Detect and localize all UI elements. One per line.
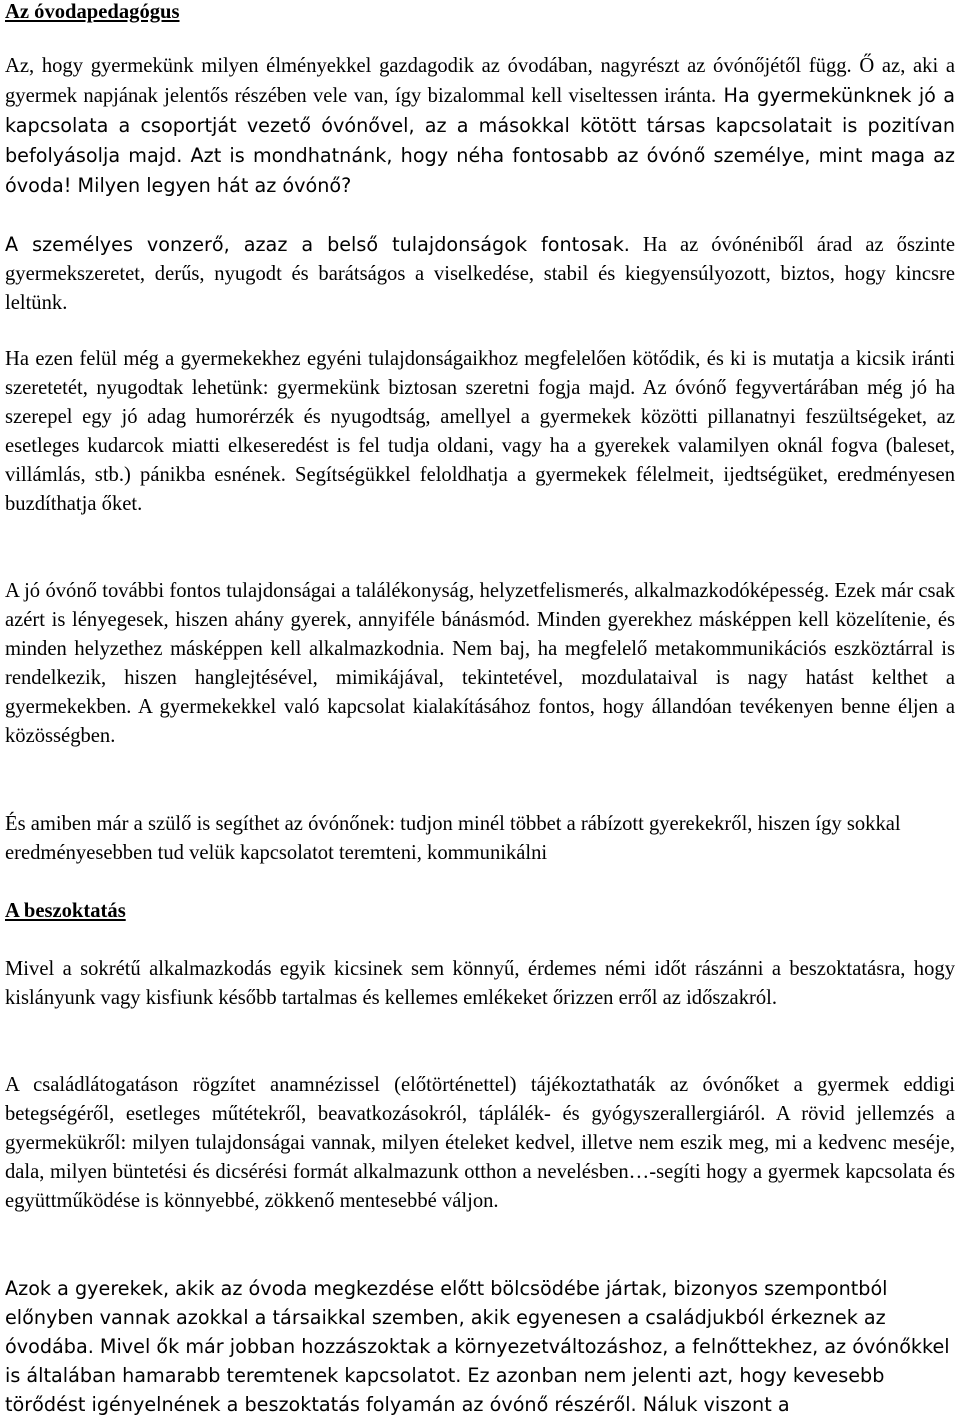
paragraph-parent-help: És amiben már a szülő is segíthet az óvónőnek: tudjon minél többet a rábízott gyerekekről, hiszen így sokkal eredményesebben tud velük kapcsolatot teremteni, kommunikálni [5,813,901,864]
paragraph-intro-part1: Az, hogy gyermekünk milyen élményekkel gazdagodik az óvodában, nagyrészt az óvónőjétől függ. Ő az, aki a gyermek napjának jelentős részében vele van, így bizalommal kell viseltessen iránta. [5,55,955,107]
paragraph-adaptation: Mivel a sokrétű alkalmazkodás egyik kicsinek sem könnyű, érdemes némi időt rászánni a beszoktatásra, hogy kislányunk vagy kisfiunk később tartalmas és kellemes emlékeket őrizzen erről az időszakról. [5,958,955,1009]
paragraph-qualities: A jó óvónő további fontos tulajdonságai a találékonyság, helyzetfelismerés, alkalmazkodóképesség. Ezek már csak azért is lényegesek, hiszen ahány gyerek, annyiféle bánásmód. Minden gyerekhez másképpen kell közelítenie, és minden helyzethez másképpen kell alkalmazkodnia. Nem baj, ha megfelelő metakommunikációs eszköztárral is rendelkezik, hiszen hanglejtésével, mimikájával, tekintetével, mozdulataival is nagy hatást kelthet a gyermekekben. A gyermekekkel való kapcsolat kialakításához fontos, hogy állandóan tevékenyen benne éljen a közösségben. [5,580,955,747]
paragraph-intro-part2: Ha gyermekünknek jó a kapcsolata a csoportját vezető óvónővel, az a másokkal kötött társas kapcsolatait is pozitívan befolyásolja majd. Azt is mondhatnánk, hogy néha fontosabb az óvónő személye, mint maga az óvoda! Milyen legyen hát az óvónő? [5,84,955,197]
paragraph-personal-appeal-part2: Ha az óvónéniből árad az őszinte gyermekszeretet, derűs, nyugodt és barátságos a viselkedése, stabil és kiegyensúlyozott, biztos, hogy kincsre leltünk. [5,234,955,314]
paragraph-attachment: Ha ezen felül még a gyermekekhez egyéni tulajdonságaikhoz megfelelően kötődik, és ki is mutatja a kicsik iránti szeretetét, nyugodtak lehetünk: gyermekünk biztosan szeretni fogja majd. Az óvónő fegyvertárában még jó ha szerepel egy jó adag humorérzék és nyugodtság, amellyel a gyermekek közötti pillanatnyi feszültségeket, az esetleges kudarcok miatti elkeseredést is fel tudja oldani, vagy ha a gyerekek valamilyen oknál fogva (baleset, villámlás, stb.) pánikba esnének. Segítségükkel feloldhatja a gyermekek félelmeit, ijedtségüket, eredményesen buzdíthatja őket. [5,348,955,515]
paragraph-family-visit: A családlátogatáson rögzítet anamnézissel (előtörténettel) tájékoztathaták az óvónőket a gyermek eddigi betegségéről, esetleges műtétekről, beavatkozásokról, táplálék- és gyógyszerallergiáról. A rövid jellemzés a gyermekükről: milyen tulajdonságai vannak, milyen ételeket kedvel, illetve nem eszik meg, mi a kedvenc meséje, dala, milyen büntetési és dicsérési formát alkalmazunk otthon a nevelésben…-segíti hogy a gyermek kapcsolata és együttműködése is könnyebbé, zökkenő mentesebbé váljon. [5,1074,955,1212]
paragraph-personal-appeal-part1: A személyes vonzerő, azaz a belső tulajdonságok fontosak. [5,233,630,256]
section-title-beszoktatas: A beszoktatás [5,900,126,922]
paragraph-nursery-children: Azok a gyerekek, akik az óvoda megkezdése előtt bölcsödébe jártak, bizonyos szempontból előnyben vannak azokkal a társaikkal szemben, akik egyenesen a családjukból érkeznek az óvodába. Mivel ők már jobban hozzászoktak a környezetváltozáshoz, a felnőttekhez, az óvónőkkel is általában hamarabb teremtenek kapcsolatot. Ez azonban nem jelenti azt, hogy kevesebb törődést igényelnének a beszoktatás folyamán az óvónő részéről. Náluk viszont a [5,1277,950,1416]
section-title-ovodapedagogus: Az óvodapedagógus [5,1,180,23]
paragraph-intro [5,52,955,201]
paragraph-personal-appeal [5,230,955,318]
